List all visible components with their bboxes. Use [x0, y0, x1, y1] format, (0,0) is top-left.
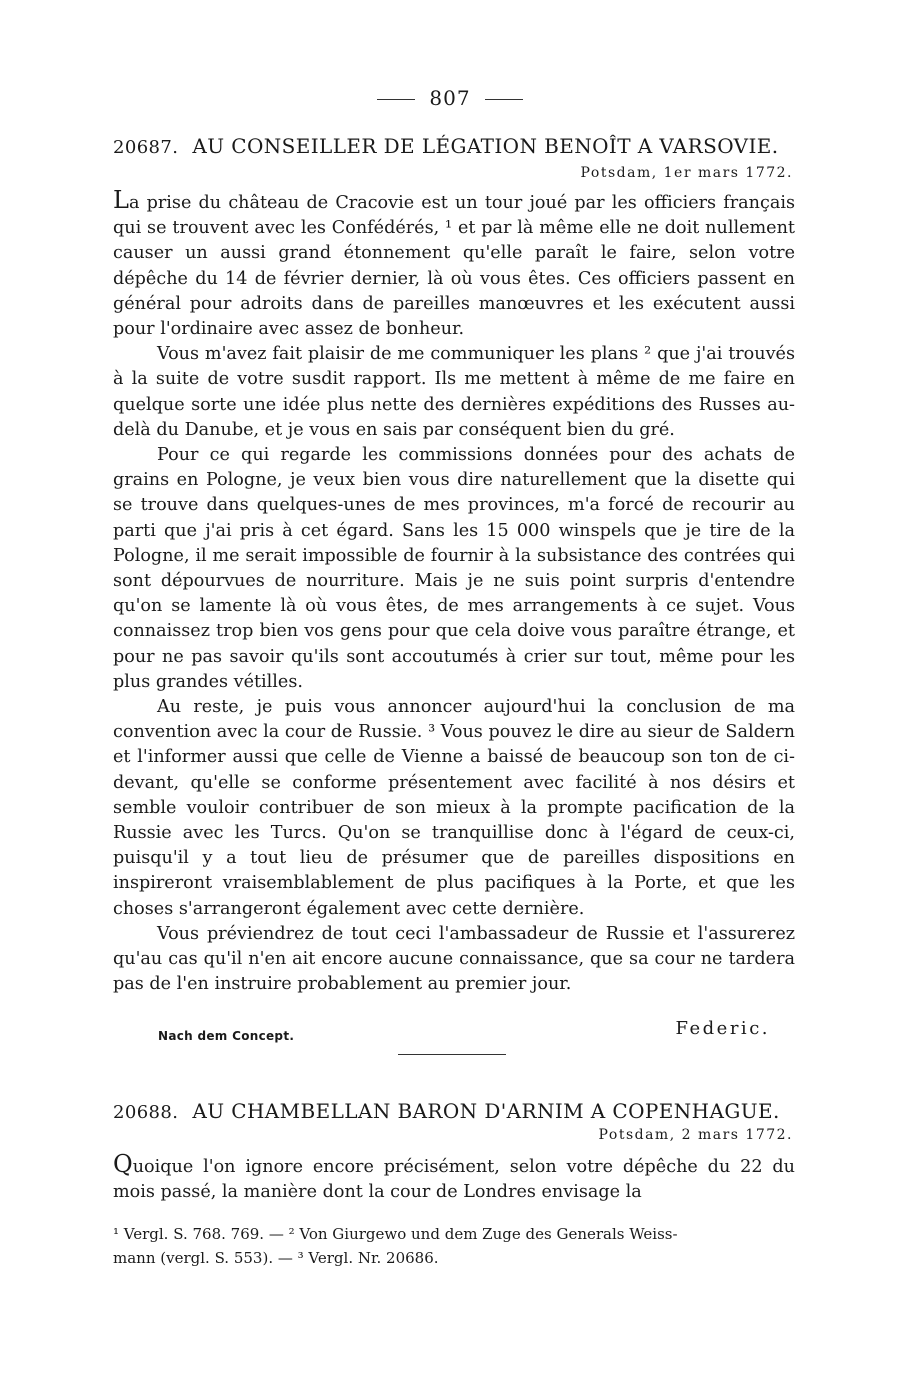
- header-dash-right: [485, 99, 523, 100]
- letter-body: [113, 1152, 795, 1205]
- letter-heading: [113, 134, 795, 158]
- letter-title: AU CHAMBELLAN BARON D'ARNIM A COPENHAGUE.: [192, 1099, 780, 1123]
- footnotes: [113, 1222, 795, 1270]
- footnote-line: ¹ Vergl. S. 768. 769. — ² Von Giurgewo und dem Zuge des Generals Weiss-: [113, 1225, 678, 1243]
- source-note: Nach dem Concept.: [158, 1029, 295, 1043]
- paragraph: Vous préviendrez de tout ceci l'ambassadeur de Russie et l'assurerez qu'au cas qu'il n'en ait encore aucune connaissance, que sa cour ne tardera pas de l'en instruire probablement au premier jour.: [113, 923, 795, 995]
- section-divider: [398, 1054, 506, 1055]
- footnote-line: mann (vergl. S. 553). — ³ Vergl. Nr. 20686.: [113, 1249, 439, 1267]
- letter-number: 20688.: [113, 1102, 179, 1123]
- initial-letter: Q: [113, 1150, 133, 1178]
- paragraph: La prise du château de Cracovie est un tour joué par les officiers français qui se trouvent avec les Confédérés, ¹ et par là même elle ne doit nullement causer un aussi grand étonnement qu'elle paraît le faire, selon votre dépêche du 14 de février dernier, là où vous êtes. Ces officiers passent en général pour adroits dans de pareilles manœuvres et les exécutent aussi pour l'ordinaire avec assez de bonheur.: [113, 186, 795, 340]
- paragraph: Vous m'avez fait plaisir de me communiquer les plans ² que j'ai trouvés à la suite de votre susdit rapport. Ils me mettent à même de me faire en quelque sorte une idée plus nette des dernières expéditions des Russes au-delà du Danube, et je vous en sais par conséquent bien du gré.: [113, 344, 795, 440]
- paragraph: Quoique l'on ignore encore précisément, selon votre dépêche du 22 du mois passé, la manière dont la cour de Londres envisage la: [113, 1150, 795, 1203]
- header-dash-left: [377, 99, 415, 100]
- letter-body: [113, 188, 795, 998]
- place-date: Potsdam, 2 mars 1772.: [598, 1127, 793, 1143]
- page-number: 807: [429, 86, 471, 110]
- letter-title: AU CONSEILLER DE LÉGATION BENOÎT A VARSOVIE.: [192, 134, 779, 158]
- paragraph: Au reste, je puis vous annoncer aujourd'hui la conclusion de ma convention avec la cour de Russie. ³ Vous pouvez le dire au sieur de Saldern et l'informer aussi que celle de Vienne a baissé de beaucoup son ton de ci-devant, qu'elle se conforme présentement avec facilité à nos désirs et semble vouloir contribuer de son mieux à la prompte pacification de la Russie avec les Turcs. Qu'on se tranquillise donc à l'égard de ceux-ci, puisqu'il y a tout lieu de présumer que de pareilles dispositions en inspireront vraisemblablement de plus pacifiques à la Porte, et que les choses s'arrangeront également avec cette dernière.: [113, 697, 795, 919]
- page-number-header: [0, 86, 900, 110]
- signature: Federic.: [675, 1018, 770, 1039]
- paragraph: Pour ce qui regarde les commissions données pour des achats de grains en Pologne, je veux bien vous dire naturellement que la disette qui se trouve dans quelques-unes de mes provinces, m'a forcé de recourir au parti que j'ai pris à cet égard. Sans les 15 000 winspels que je tire de la Pologne, il me serait impossible de fournir à la subsistance des contrées qui sont dépourvues de nourriture. Mais je ne suis point surpris d'entendre qu'on se lamente là où vous êtes, de mes arrangements à ce sujet. Vous connaissez trop bien vos gens pour que cela doive vous paraître étrange, et pour ne pas savoir qu'ils sont accoutumés à crier sur tout, même pour les plus grandes vétilles.: [113, 445, 795, 692]
- letter-number: 20687.: [113, 137, 179, 158]
- place-date: Potsdam, 1er mars 1772.: [580, 165, 793, 181]
- letter-heading: [113, 1099, 795, 1123]
- initial-letter: L: [113, 186, 129, 214]
